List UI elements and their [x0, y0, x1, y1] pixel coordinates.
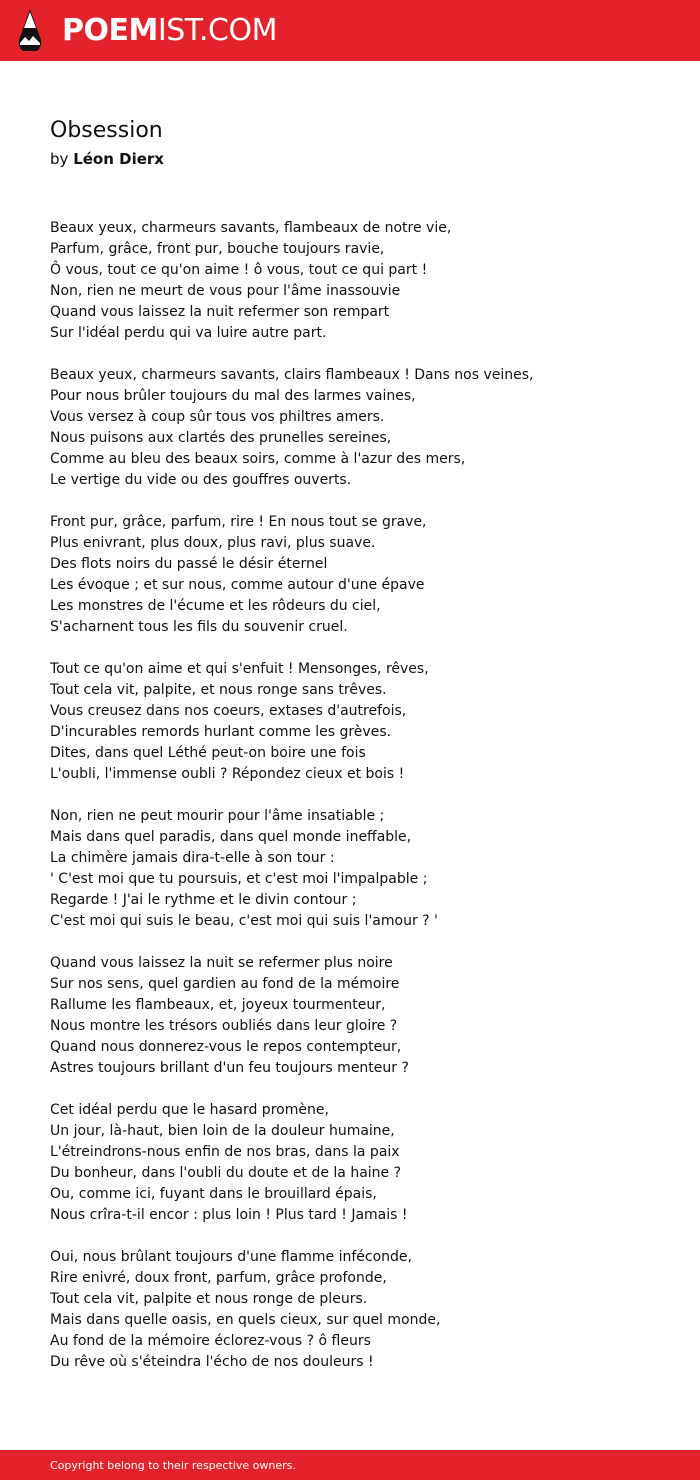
- poem-line: Ô vous, tout ce qu'on aime ! ô vous, tout ce qui part !: [50, 262, 428, 278]
- poem-line: Parfum, grâce, front pur, bouche toujours ravie,: [50, 241, 385, 257]
- poem-line: Tout ce qu'on aime et qui s'enfuit ! Mensonges, rêves,: [50, 661, 429, 677]
- poem-line: Quand vous laissez la nuit se refermer plus noire: [50, 955, 393, 971]
- poem-line: Au fond de la mémoire éclorez-vous ? ô fleurs: [50, 1333, 371, 1349]
- by-label: by: [50, 150, 69, 168]
- poem-line: Mais dans quelle oasis, en quels cieux, sur quel monde,: [50, 1312, 441, 1328]
- poem-line: Nous crîra-t-il encor : plus loin ! Plus tard ! Jamais !: [50, 1207, 408, 1223]
- poem-line: Mais dans quel paradis, dans quel monde ineffable,: [50, 829, 412, 845]
- copyright-text: Copyright belong to their respective owners.: [50, 1459, 296, 1472]
- poem-line: Vous versez à coup sûr tous vos philtres amers.: [50, 409, 385, 425]
- poem-line: L'oubli, l'immense oubli ? Répondez cieux et bois !: [50, 766, 405, 782]
- stanza: [50, 953, 670, 1079]
- poem-line: Nous puisons aux clartés des prunelles sereines,: [50, 430, 392, 446]
- poem-line: Du rêve où s'éteindra l'écho de nos douleurs !: [50, 1354, 374, 1370]
- poem-line: Ou, comme ici, fuyant dans le brouillard épais,: [50, 1186, 377, 1202]
- poem-title: Obsession: [50, 118, 163, 143]
- poem-line: Non, rien ne peut mourir pour l'âme insatiable ;: [50, 808, 385, 824]
- poem-line: Quand vous laissez la nuit refermer son rempart: [50, 304, 390, 320]
- poem-line: Pour nous brûler toujours du mal des larmes vaines,: [50, 388, 416, 404]
- stanza: [50, 365, 670, 491]
- logo-light-text: IST.COM: [157, 13, 277, 48]
- site-header: [0, 0, 700, 61]
- poem-line: Tout cela vit, palpite, et nous ronge sans trêves.: [50, 682, 387, 698]
- stanza: [50, 806, 670, 932]
- poem-line: L'étreindrons-nous enfin de nos bras, dans la paix: [50, 1144, 400, 1160]
- poem-line: Nous montre les trésors oubliés dans leur gloire ?: [50, 1018, 398, 1034]
- site-footer: [0, 1450, 700, 1480]
- poem-line: Les monstres de l'écume et les rôdeurs du ciel,: [50, 598, 381, 614]
- poem-line: Des flots noirs du passé le désir éternel: [50, 556, 328, 572]
- poem-line: S'acharnent tous les fils du souvenir cruel.: [50, 619, 348, 635]
- poem-line: Non, rien ne meurt de vous pour l'âme inassouvie: [50, 283, 401, 299]
- poem-body: [50, 218, 670, 1394]
- poem-line: Comme au bleu des beaux soirs, comme à l'azur des mers,: [50, 451, 466, 467]
- poem-line: Dites, dans quel Léthé peut-on boire une fois: [50, 745, 366, 761]
- poem-line: Vous creusez dans nos coeurs, extases d'autrefois,: [50, 703, 407, 719]
- poem-line: Le vertige du vide ou des gouffres ouverts.: [50, 472, 352, 488]
- poem-line: Beaux yeux, charmeurs savants, clairs flambeaux ! Dans nos veines,: [50, 367, 534, 383]
- poem-line: Sur nos sens, quel gardien au fond de la mémoire: [50, 976, 400, 992]
- poem-line: D'incurables remords hurlant comme les grèves.: [50, 724, 392, 740]
- stanza: [50, 512, 670, 638]
- poem-line: La chimère jamais dira-t-elle à son tour :: [50, 850, 335, 866]
- poem-line: Tout cela vit, palpite et nous ronge de pleurs.: [50, 1291, 368, 1307]
- stanza: [50, 1247, 670, 1373]
- poem-line: Regarde ! J'ai le rythme et le divin contour ;: [50, 892, 357, 908]
- poem-line: Oui, nous brûlant toujours d'une flamme inféconde,: [50, 1249, 412, 1265]
- stanza: [50, 218, 670, 344]
- poem-line: Plus enivrant, plus doux, plus ravi, plus suave.: [50, 535, 376, 551]
- poem-line: Cet idéal perdu que le hasard promène,: [50, 1102, 329, 1118]
- poem-line: Rire enivré, doux front, parfum, grâce profonde,: [50, 1270, 387, 1286]
- pen-nib-icon[interactable]: [17, 9, 43, 52]
- poem-line: Beaux yeux, charmeurs savants, flambeaux de notre vie,: [50, 220, 452, 236]
- poem-line: Du bonheur, dans l'oubli du doute et de la haine ?: [50, 1165, 402, 1181]
- poem-line: Rallume les flambeaux, et, joyeux tourmenteur,: [50, 997, 386, 1013]
- poem-line: C'est moi qui suis le beau, c'est moi qui suis l'amour ? ': [50, 913, 438, 929]
- stanza: [50, 1100, 670, 1226]
- poem-line: ' C'est moi que tu poursuis, et c'est moi l'impalpable ;: [50, 871, 428, 887]
- stanza: [50, 659, 670, 785]
- poem-line: Sur l'idéal perdu qui va luire autre part.: [50, 325, 327, 341]
- poem-line: Astres toujours brillant d'un feu toujours menteur ?: [50, 1060, 409, 1076]
- poem-line: Les évoque ; et sur nous, comme autour d'une épave: [50, 577, 425, 593]
- byline: [50, 148, 164, 170]
- site-logo[interactable]: [62, 11, 277, 51]
- poem-line: Quand nous donnerez-vous le repos contempteur,: [50, 1039, 402, 1055]
- logo-bold-text: POEM: [62, 13, 158, 48]
- poem-line: Front pur, grâce, parfum, rire ! En nous tout se grave,: [50, 514, 427, 530]
- author-name: Léon Dierx: [73, 150, 164, 168]
- poem-line: Un jour, là-haut, bien loin de la douleur humaine,: [50, 1123, 395, 1139]
